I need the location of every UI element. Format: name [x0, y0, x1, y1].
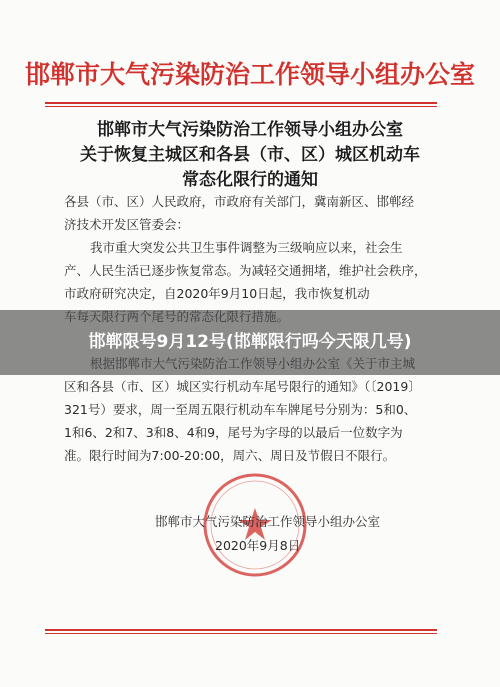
- document-masthead: 邯郸市大气污染防治工作领导小组办公室: [24, 60, 475, 89]
- signature-org: 邯郸市大气污染防治工作领导小组办公室: [155, 514, 381, 529]
- paragraph-line: 准。限行时间为7:00-20:00，周六、周日及节假日不限行。: [64, 448, 396, 463]
- title-line: 邯郸市大气污染防治工作领导小组办公室: [97, 120, 403, 140]
- addressee-line: 济技术开发区管委会：: [64, 217, 190, 232]
- footer-red-rule: [45, 629, 437, 631]
- addressee-line: 各县（市、区）人民政府，市政府有关部门，冀南新区、邯郸经: [64, 194, 415, 209]
- paragraph-line: 区和各县（市、区）城区实行机动车尾号限行的通知》（〔2019〕: [64, 379, 421, 394]
- title-line: 关于恢复主城区和各县（市、区）城区机动车: [80, 145, 420, 165]
- document-title: [0, 118, 500, 193]
- title-line: 常态化限行的通知: [182, 170, 318, 190]
- footer-red-rule-thin: [45, 633, 437, 634]
- headline-overlay-title[interactable]: 邯郸限号9月12号(邯郸限行吗今天限几号): [88, 332, 412, 352]
- headline-overlay-banner[interactable]: [0, 310, 500, 375]
- paragraph-line: 市政府研究决定，自2020年9月10日起，我市恢复机动: [64, 286, 370, 301]
- paragraph-line: 产、人民生活已逐步恢复常态。为减轻交通拥堵，维护社会秩序，: [64, 263, 427, 278]
- masthead-red-rule: [45, 102, 437, 104]
- signature-date: 2020年9月8日: [215, 538, 301, 553]
- paragraph-line: 我市重大突发公共卫生事件调整为三级响应以来，社会生: [90, 240, 403, 255]
- paragraph-line: 321号）要求，周一至周五限行机动车车牌尾号分别为：5和0、: [64, 402, 417, 417]
- paragraph-line: 1和6、2和7、3和8、4和9，尾号为字母的以最后一位数字为: [64, 425, 403, 440]
- addressee-block: [64, 190, 439, 236]
- masthead-red-rule-thin: [45, 106, 437, 107]
